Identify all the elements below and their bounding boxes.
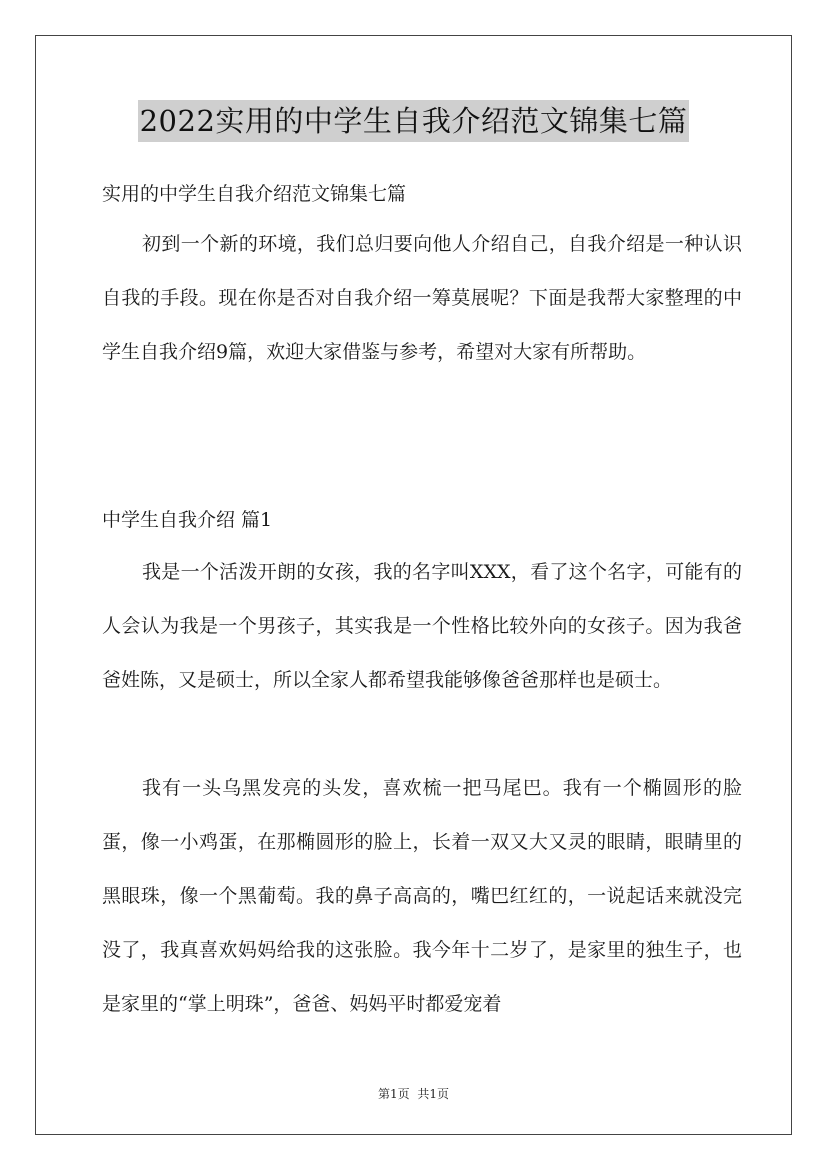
document-subtitle: 实用的中学生自我介绍范文锦集七篇 xyxy=(102,183,407,205)
page-total: 共1页 xyxy=(417,1087,450,1101)
page-number: 第1页 xyxy=(377,1087,410,1101)
document-title: 2022实用的中学生自我介绍范文锦集七篇 xyxy=(138,100,690,142)
intro-paragraph: 初到一个新的环境，我们总归要向他人介绍自己，自我介绍是一种认识自我的手段。现在你是否对自我介绍一筹莫展呢？下面是我帮大家整理的中学生自我介绍9篇，欢迎大家借鉴与参考，希望对大家有所帮助。 xyxy=(102,233,742,363)
page-footer xyxy=(0,1085,827,1102)
section-heading: 中学生自我介绍 篇1 xyxy=(102,509,273,531)
body-paragraph-2: 我有一头乌黑发亮的头发，喜欢梳一把马尾巴。我有一个椭圆形的脸蛋，像一小鸡蛋，在那椭圆形的脸上，长着一双又大又灵的眼睛，眼睛里的黑眼珠，像一个黑葡萄。我的鼻子高高的，嘴巴红红的，一说起话来就没完没了，我真喜欢妈妈给我的这张脸。我今年十二岁了，是家里的独生子，也是家里的“掌上明珠”，爸爸、妈妈平时都爱宠着 xyxy=(102,777,742,1015)
body-paragraph-1: 我是一个活泼开朗的女孩，我的名字叫XXX，看了这个名字，可能有的人会认为我是一个男孩子，其实我是一个性格比较外向的女孩子。因为我爸爸姓陈，又是硕士，所以全家人都希望我能够像爸爸那样也是硕士。 xyxy=(102,561,742,691)
title-container xyxy=(0,100,827,142)
